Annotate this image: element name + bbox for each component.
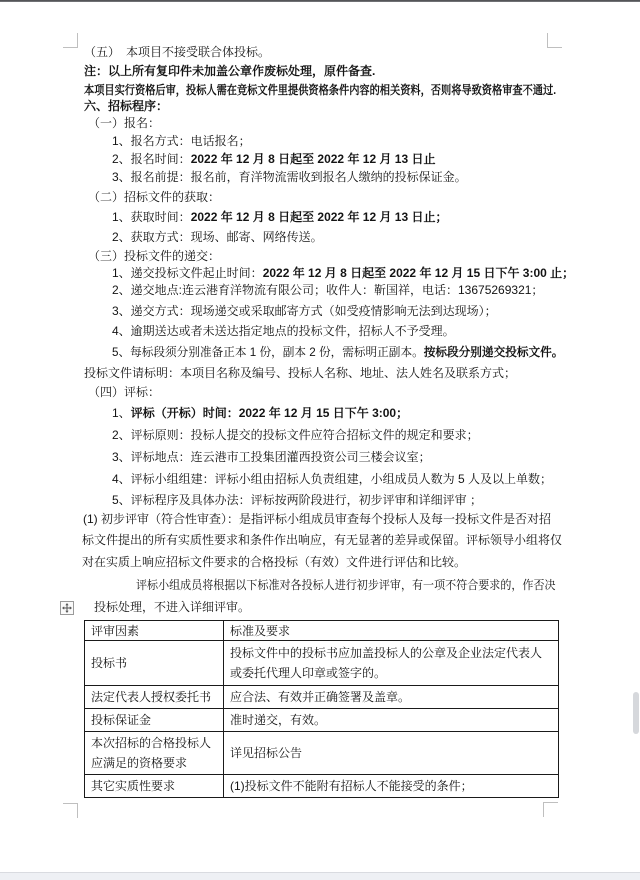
doc-line — [112, 210, 447, 224]
doc-line — [88, 385, 160, 399]
doc-line — [112, 450, 431, 464]
text-run: 2、获取方式：现场、邮寄、网络传送。 — [112, 230, 323, 244]
text-run: 4、逾期送达或者未送达指定地点的投标文件，招标人不予受理。 — [112, 324, 455, 338]
text-run: 1、 — [112, 406, 131, 420]
doc-line — [84, 366, 516, 380]
text-run: （三）投标文件的递交： — [88, 249, 221, 263]
table-cell-factor: 其它实质性要求 — [85, 775, 224, 798]
table-cell-requirement: 投标文件中的投标书应加盖投标人的公章及企业法定代表人或委托代理人印章或签字的。 — [224, 641, 559, 686]
table-cell-factor: 本次招标的合格投标人应满足的资格要求 — [85, 732, 224, 775]
text-run: 1、报名方式：电话报名； — [112, 134, 251, 148]
table-header-factor: 评审因素 — [85, 621, 224, 641]
doc-line — [82, 533, 562, 547]
doc-line — [88, 249, 220, 263]
table-cell-requirement: (1)投标文件不能附有招标人不能接受的条件； — [224, 775, 559, 798]
text-run: 投标处理，不进入详细评审。 — [94, 600, 251, 614]
doc-line — [112, 230, 323, 244]
doc-line — [83, 512, 551, 526]
text-run: 3、报名前提：报名前，育洋物流需收到报名人缴纳的投标保证金。 — [112, 170, 467, 184]
crop-mark-top-left — [63, 33, 78, 48]
doc-line — [84, 45, 270, 59]
doc-line — [112, 428, 479, 442]
doc-line — [84, 64, 375, 78]
doc-line — [112, 266, 574, 280]
table-cell-requirement: 应合法、有效并正确签署及盖章。 — [224, 686, 559, 709]
doc-line — [94, 600, 250, 614]
doc-line — [84, 99, 168, 113]
scrollbar-thumb[interactable] — [633, 692, 639, 734]
crop-mark-bottom-left — [63, 803, 78, 818]
doc-line — [136, 578, 556, 592]
text-run: 2022 年 12 月 8 日起至 2022 年 12 月 15 日下午 3:00 止； — [262, 266, 575, 280]
text-run: 评标小组成员将根据以下标准对各投标人进行初步评审，有一项不符合要求的，作否决 — [136, 578, 556, 592]
crop-mark-top-right — [547, 33, 562, 48]
text-run: 4、评标小组组建：评标小组由招标人负责组建，小组成员人数为 5 人及以上单数； — [112, 472, 553, 486]
doc-line — [112, 493, 482, 507]
text-run: 评标（开标）时间：2022 年 12 月 15 日下午 3:00； — [130, 406, 409, 420]
doc-line — [112, 345, 563, 359]
table-cell-factor: 法定代表人授权委托书 — [85, 686, 224, 709]
text-run: 对在实质上响应招标文件要求的合格投标（有效）文件进行评估和比较。 — [82, 555, 467, 569]
text-run: （一）报名： — [88, 116, 161, 130]
text-run: 按标段分别递交投标文件。 — [423, 345, 564, 359]
text-run: 2、递交地点:连云港育洋物流有限公司；收件人：靳国祥，电话：13675269321； — [112, 283, 544, 297]
table-row — [85, 775, 559, 798]
text-run: 3、递交方式：现场递交或采取邮寄方式（如受疫情影响无法到达现场）； — [112, 304, 497, 318]
text-run: （二）招标文件的获取： — [88, 190, 221, 204]
text-run: 标文件提出的所有实质性要求和条件作出响应，有无显著的差异或保留。评标领导小组将仅 — [82, 533, 563, 547]
text-run: 2、报名时间： — [112, 152, 191, 166]
doc-line — [112, 152, 435, 166]
table-row — [85, 709, 559, 732]
doc-line — [112, 324, 455, 338]
table-row — [85, 686, 559, 709]
text-run: 3、评标地点：连云港市工投集团灌西投资公司三楼会议室； — [112, 450, 431, 464]
text-run: （五） 本项目不接受联合体投标。 — [84, 45, 271, 59]
table-header-requirement: 标准及要求 — [224, 621, 559, 641]
doc-line — [88, 116, 160, 130]
text-run: 2022 年 12 月 8 日起至 2022 年 12 月 13 日止 — [190, 152, 436, 166]
doc-line — [112, 170, 467, 184]
table-header-row — [85, 621, 559, 641]
window-top-border — [0, 0, 640, 2]
table-move-handle-icon[interactable] — [60, 601, 74, 615]
doc-line — [84, 83, 556, 97]
doc-line — [112, 134, 251, 148]
table-cell-factor: 投标保证金 — [85, 709, 224, 732]
text-run: 5、评标程序及具体办法：评标按两阶段进行，初步评审和详细评审 ； — [112, 493, 483, 507]
four-way-move-arrows-icon — [62, 603, 72, 613]
text-run: 2、评标原则：投标人提交的投标文件应符合招标文件的规定和要求； — [112, 428, 479, 442]
text-run: 1、获取时间： — [112, 210, 191, 224]
table-cell-requirement: 详见招标公告 — [224, 732, 559, 775]
doc-line — [112, 304, 497, 318]
doc-line — [112, 283, 543, 297]
page-bottom-gap — [0, 872, 640, 880]
crop-mark-bottom-right — [543, 802, 558, 817]
text-run: （四）评标： — [88, 385, 161, 399]
doc-line — [88, 190, 220, 204]
table-row — [85, 732, 559, 775]
review-table — [84, 620, 559, 798]
doc-line — [112, 406, 408, 420]
text-run: 本项目实行资格后审，投标人需在竞标文件里提供资格条件内容的相关资料，否则将导致资格审查不通过. — [84, 83, 557, 97]
text-run: 投标文件请标明：本项目名称及编号、投标人名称、地址、法人姓名及联系方式； — [84, 366, 517, 380]
text-run: 5、每标段须分别准备正本 1 份，副本 2 份，需标明正副本。 — [112, 345, 424, 359]
table-cell-requirement: 准时递交，有效。 — [224, 709, 559, 732]
text-run: 六、招标程序： — [84, 99, 169, 113]
text-run: 1、递交投标文件起止时间： — [112, 266, 263, 280]
doc-line — [112, 472, 552, 486]
text-run: 注：以上所有复印件未加盖公章作废标处理，原件备查. — [84, 64, 376, 78]
text-run: (1) 初步评审（符合性审查）：是指评标小组成员审查每个投标人及每一投标文件是否对招 — [83, 512, 552, 526]
table-cell-factor: 投标书 — [85, 641, 224, 686]
text-run: 2022 年 12 月 8 日起至 2022 年 12 月 13 日止； — [190, 210, 448, 224]
doc-line — [82, 555, 466, 569]
table-row — [85, 641, 559, 686]
